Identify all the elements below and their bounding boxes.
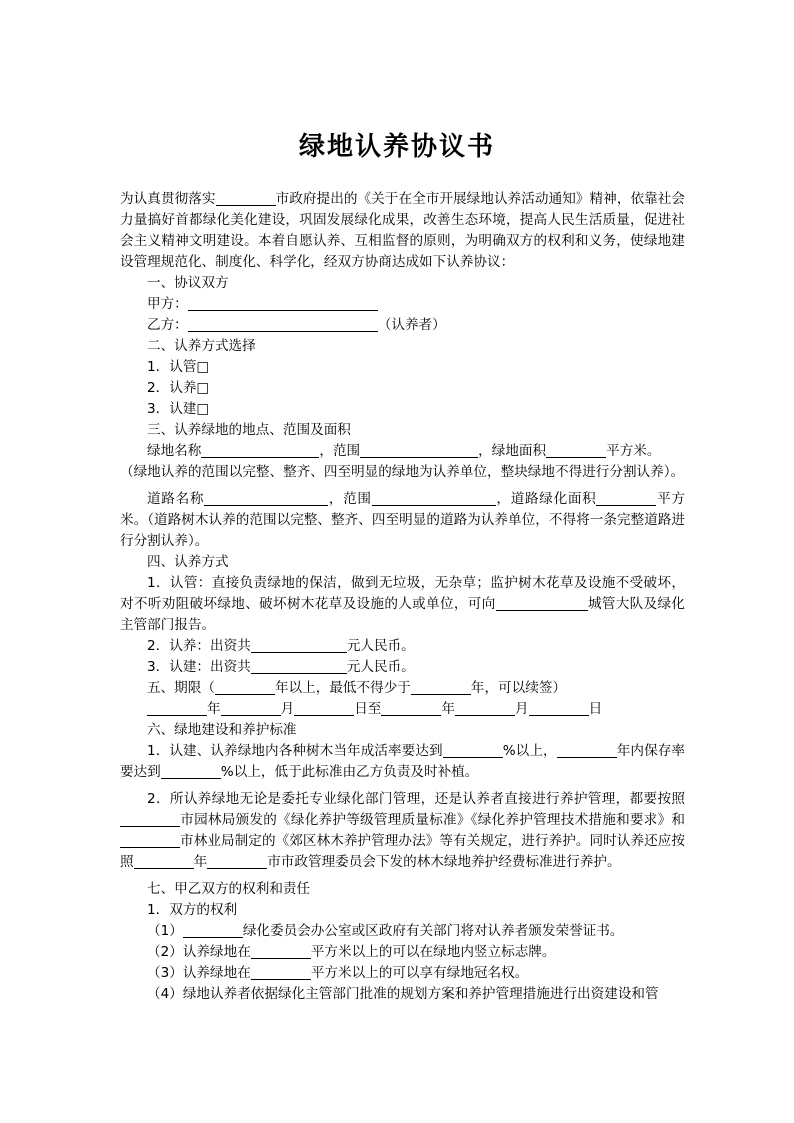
rights-subheading: 1．双方的权利 xyxy=(147,902,238,918)
blank-party-a xyxy=(188,295,378,311)
standard-maint-year-label: 年 xyxy=(193,854,208,870)
green-name-label: 绿地名称 xyxy=(147,443,202,459)
start-year-label: 年 xyxy=(207,701,221,717)
intro-text-b: 市政府提出的《关于在全市开展绿地认养活动通知》精神，依靠社会力量搞好首都绿化美化建设，巩固发展绿化成果，改善生态环境，提高人民生活质量，促进社会主义精神文明建设。本着自愿认养、互相监督的原则，为明确双方的权利和义务，使绿地建设管理规范化、制度化、科学化，经双方协商达成如下认养协议： xyxy=(120,191,686,270)
green-area-label: ，绿地面积 xyxy=(478,443,547,459)
section-7-heading: 七、甲乙双方的权利和责任 xyxy=(147,881,311,897)
blank-preserve-rate xyxy=(161,763,221,779)
road-range-label: ，范围 xyxy=(328,491,372,507)
standard-survival-text: 1．认建、认养绿地内各种树木当年成活率要达到 xyxy=(147,743,443,759)
method-manage xyxy=(120,573,685,636)
blank-end-month xyxy=(455,700,515,716)
method-build-label: 3．认建：出资共 xyxy=(147,659,251,675)
party-a-label: 甲方： xyxy=(147,296,188,312)
blank-maint-year xyxy=(134,853,194,869)
standard-maint-text-c: 市林业局制定的《郊区林木养护管理办法》等有关规定，进行养护。同时认养还应按照 xyxy=(120,833,685,870)
method-build xyxy=(120,657,685,678)
term-above: 年以上，最低不得少于 xyxy=(274,680,411,696)
standard-maint-text-a: 2．所认养绿地无论是委托专业绿化部门管理，还是认养者直接进行养护管理，都要按照 xyxy=(147,791,685,807)
method-build-unit: 元人民币。 xyxy=(346,659,415,675)
blank-survival-rate xyxy=(443,742,503,758)
blank-report-to xyxy=(496,595,588,611)
right-1 xyxy=(120,921,685,942)
road-area-paragraph xyxy=(120,489,685,552)
blank-maint-city-3 xyxy=(207,853,267,869)
end-year-label: 年 xyxy=(441,701,455,717)
standard-survival-pct: %以上， xyxy=(502,743,557,759)
road-name-label: 道路名称 xyxy=(147,491,205,507)
green-area-line xyxy=(120,441,685,462)
method-adopt-label: 2．认养：出资共 xyxy=(147,638,251,654)
option-adopt: 2．认养□ xyxy=(147,380,210,396)
start-day-to-label: 日至 xyxy=(354,701,382,717)
standard-survival xyxy=(120,741,685,783)
section-6-heading: 六、绿地建设和养护标准 xyxy=(147,722,297,738)
intro-text-a: 为认真贯彻落实 xyxy=(120,191,216,207)
blank-build-amount xyxy=(251,658,347,674)
blank-right-1 xyxy=(183,922,243,938)
blank-road-name xyxy=(204,490,328,506)
blank-end-day xyxy=(529,700,589,716)
section-5-heading: 五、期限（ xyxy=(147,680,215,696)
blank-years-least xyxy=(411,679,471,695)
right-4: （4）绿地认养者依据绿化主管部门批准的规划方案和养护管理措施进行出资建设和管 xyxy=(147,986,659,1002)
blank-right-2 xyxy=(251,943,311,959)
party-b-note: （认养者） xyxy=(377,317,446,333)
blank-green-range xyxy=(360,442,478,458)
term-renew: 年，可以续签） xyxy=(470,680,567,696)
document-body xyxy=(120,189,685,1005)
term-dates-line xyxy=(120,699,685,720)
standard-preserve-tail: %以上，低于此标准由乙方负责及时补植。 xyxy=(220,764,479,780)
blank-end-year xyxy=(381,700,441,716)
start-month-label: 月 xyxy=(280,701,295,717)
option-build: 3．认建□ xyxy=(147,401,210,417)
sqm-label: 平方米。 xyxy=(606,443,661,459)
document-title: 绿地认养协议书 xyxy=(298,132,495,162)
option-manage: 1．认管□ xyxy=(147,359,210,375)
right-3-text: （3）认养绿地在 xyxy=(147,965,251,981)
right-1-num: （1） xyxy=(147,923,183,939)
end-month-label: 月 xyxy=(514,701,529,717)
blank-party-b xyxy=(188,316,378,332)
green-range-label: ，范围 xyxy=(319,443,361,459)
road-area-label: ，道路绿化面积 xyxy=(495,491,597,507)
right-3-tail: 平方米以上的可以享有绿地冠名权。 xyxy=(310,965,529,981)
standard-maint-text-e: 市市政管理委员会下发的林木绿地养护经费标准进行养护。 xyxy=(267,854,621,870)
blank-right-3 xyxy=(251,964,311,980)
section-1-heading: 一、协议双方 xyxy=(147,275,229,291)
party-a-line xyxy=(120,294,685,315)
section-5-heading-line xyxy=(120,678,685,699)
blank-preserve-years xyxy=(557,742,617,758)
right-2-text: （2）认养绿地在 xyxy=(147,944,251,960)
intro-paragraph xyxy=(120,189,685,273)
blank-road-area xyxy=(596,490,656,506)
blank-road-range xyxy=(372,490,496,506)
blank-city xyxy=(216,190,276,206)
blank-start-day xyxy=(294,700,354,716)
standard-maintenance xyxy=(120,789,685,873)
blank-start-month xyxy=(221,700,281,716)
end-day-label: 日 xyxy=(588,701,603,717)
right-2 xyxy=(120,942,685,963)
blank-years-min xyxy=(215,679,275,695)
road-note: 平方米。（道路树木认养的范围以完整、整齐、四至明显的道路为认养单位，不得将一条完整道路进行分割认养）。 xyxy=(120,491,686,549)
method-adopt xyxy=(120,636,685,657)
method-manage-text: 1．认管：直接负责绿地的保洁，做到无垃圾，无杂草；监护树木花草及设施不受破坏，对不听劝阻破坏绿地、破坏树木花草及设施的人或单位，可向 xyxy=(120,575,685,612)
right-1-text: 绿化委员会办公室或区政府有关部门将对认养者颁发荣誉证书。 xyxy=(242,923,624,939)
right-3 xyxy=(120,963,685,984)
section-3-heading: 三、认养绿地的地点、范围及面积 xyxy=(147,422,351,438)
section-2-heading: 二、认养方式选择 xyxy=(147,338,256,354)
green-note: （绿地认养的范围以完整、整齐、四至明显的绿地为认养单位，整块绿地不得进行分割认养）。 xyxy=(120,464,685,480)
method-adopt-unit: 元人民币。 xyxy=(346,638,415,654)
standard-maint-text-b: 市园林局颁发的《绿化养护等级管理质量标准》《绿化养护管理技术措施和要求》和 xyxy=(180,812,685,828)
blank-adopt-amount xyxy=(251,637,347,653)
method-manage-tail: 城管大队及绿化主管部门报告。 xyxy=(120,596,686,633)
right-2-tail: 平方米以上的可以在绿地内竖立标志牌。 xyxy=(310,944,556,960)
blank-green-name xyxy=(201,442,319,458)
blank-green-area xyxy=(546,442,606,458)
section-4-heading: 四、认养方式 xyxy=(147,554,229,570)
party-b-label: 乙方： xyxy=(147,317,188,333)
party-b-line xyxy=(120,315,685,336)
standard-preserve-text: 年内保存率要达到 xyxy=(120,743,685,780)
blank-start-year xyxy=(147,700,207,716)
blank-maint-city-2 xyxy=(120,832,180,848)
blank-maint-city-1 xyxy=(120,811,180,827)
